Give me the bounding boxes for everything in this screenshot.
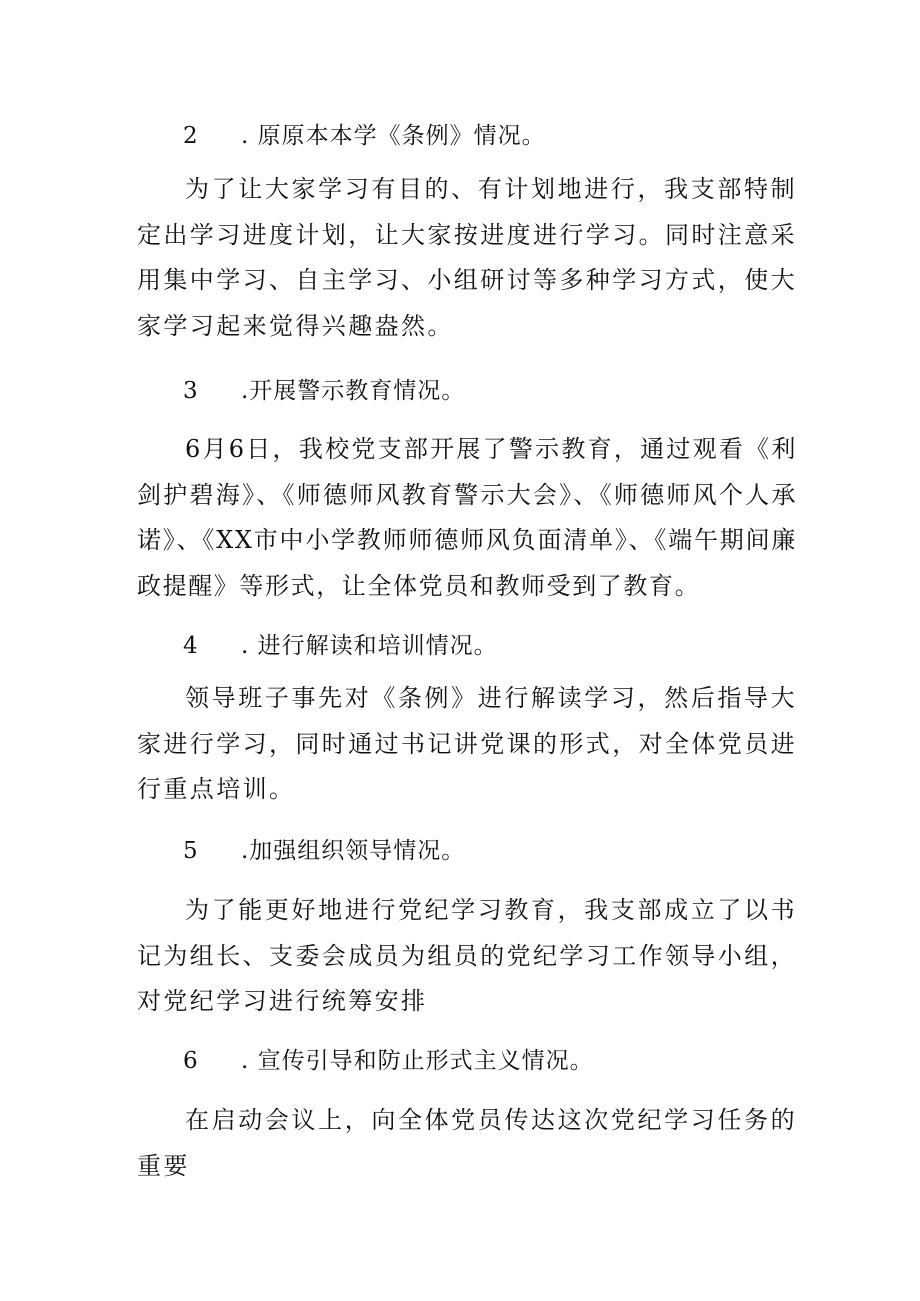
section-heading — [183, 376, 465, 406]
section-heading — [183, 836, 465, 866]
section-number: 6 — [183, 1048, 199, 1074]
section-heading — [183, 121, 546, 151]
section-paragraph: 在启动会议上，向全体党员传达这次党纪学习任务的重要 — [137, 1106, 797, 1180]
section-heading — [183, 631, 498, 661]
section-title: . 进行解读和培训情况。 — [241, 633, 498, 659]
section-paragraph: 领导班子事先对《条例》进行解读学习，然后指导大家进行学习，同时通过书记讲党课的形式，对全体党员进行重点培训。 — [137, 684, 797, 804]
section-paragraph: 为了能更好地进行党纪学习教育，我支部成立了以书记为组长、支委会成员为组员的党纪学习工作领导小组，对党纪学习进行统筹安排 — [137, 896, 797, 1016]
section-number: 5 — [183, 838, 199, 864]
section-heading — [183, 1046, 594, 1076]
section-number: 4 — [183, 633, 199, 659]
section-title: . 宣传引导和防止形式主义情况。 — [241, 1048, 594, 1074]
section-title: . 原原本本学《条例》情况。 — [241, 123, 546, 149]
section-number: 3 — [183, 378, 199, 404]
section-title: .开展警示教育情况。 — [241, 378, 466, 404]
section-number: 2 — [183, 123, 199, 149]
section-paragraph: 为了让大家学习有目的、有计划地进行，我支部特制定出学习进度计划，让大家按进度进行学习。同时注意采用集中学习、自主学习、小组研讨等多种学习方式，使大家学习起来觉得兴趣盎然。 — [137, 175, 797, 341]
section-title: .加强组织领导情况。 — [241, 838, 466, 864]
section-paragraph: 6月6日，我校党支部开展了警示教育，通过观看《利剑护碧海》、《师德师风教育警示大会》、《师德师风个人承诺》、《XX市中小学教师师德师风负面清单》、《端午期间廉政提醒》等形式，让全体党员和教师受到了教育。 — [137, 435, 797, 601]
